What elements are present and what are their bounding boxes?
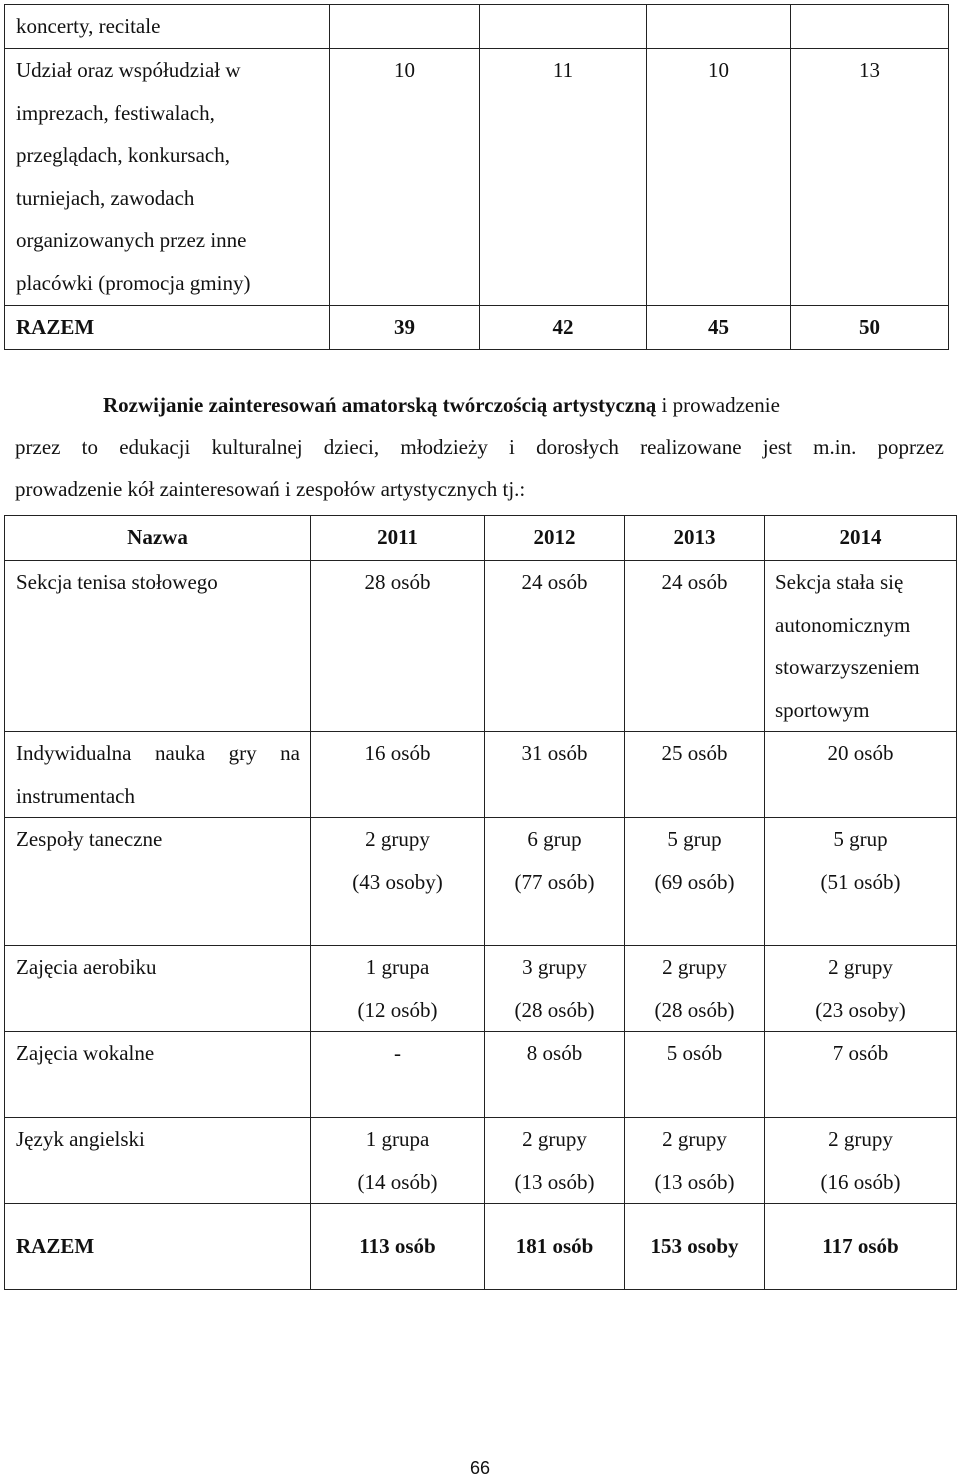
value-cell: 11	[480, 49, 647, 306]
value-cell: 5 grup (69 osób)	[625, 818, 765, 946]
table-row	[5, 561, 957, 732]
value-cell: Sekcja stała się autonomicznym stowarzyszeniem sportowym	[765, 561, 957, 732]
value-cell: 153 osoby	[625, 1204, 765, 1290]
column-header: Nazwa	[5, 516, 311, 561]
table-row	[5, 49, 949, 306]
table-row	[5, 946, 957, 1032]
table-row	[5, 1032, 957, 1118]
column-header: 2012	[485, 516, 625, 561]
value-cell: 5 grup (51 osób)	[765, 818, 957, 946]
intro-text: przez to edukacji kulturalnej dzieci, młodzieży i dorosłych realizowane jest m.in. poprzez	[15, 435, 944, 459]
table-row	[5, 1118, 957, 1204]
table-row-total	[5, 305, 949, 349]
table-row	[5, 818, 957, 946]
value-cell: 181 osób	[485, 1204, 625, 1290]
value-cell: 113 osób	[311, 1204, 485, 1290]
table-row-total	[5, 1204, 957, 1290]
value-cell: 3 grupy (28 osób)	[485, 946, 625, 1032]
value-cell: 2 grupy (23 osoby)	[765, 946, 957, 1032]
intro-bold-text: Rozwijanie zainteresowań amatorską twórczością artystyczną	[103, 393, 657, 417]
value-cell: 20 osób	[765, 732, 957, 818]
value-cell: 45	[647, 305, 791, 349]
column-header: 2013	[625, 516, 765, 561]
value-cell: 25 osób	[625, 732, 765, 818]
row-name: Indywidualna nauka gry na instrumentach	[5, 732, 311, 818]
value-cell: 42	[480, 305, 647, 349]
value-cell: 2 grupy (28 osób)	[625, 946, 765, 1032]
value-cell: 6 grup (77 osób)	[485, 818, 625, 946]
row-name: Zespoły taneczne	[5, 818, 311, 946]
value-cell: -	[311, 1032, 485, 1118]
value-cell: 2 grupy (43 osoby)	[311, 818, 485, 946]
row-name: Zajęcia aerobiku	[5, 946, 311, 1032]
intro-text: i prowadzenie	[656, 393, 780, 417]
value-cell: 50	[791, 305, 949, 349]
column-header: 2011	[311, 516, 485, 561]
page-number: 66	[469, 1458, 491, 1478]
row-name: Zajęcia wokalne	[5, 1032, 311, 1118]
value-cell: 16 osób	[311, 732, 485, 818]
intro-text: prowadzenie kół zainteresowań i zespołów artystycznych tj.:	[15, 477, 526, 501]
activities-table	[4, 515, 957, 1290]
value-cell: 24 osób	[485, 561, 625, 732]
summary-table-top	[4, 4, 949, 350]
value-cell: 117 osób	[765, 1204, 957, 1290]
value-cell: 1 grupa (12 osób)	[311, 946, 485, 1032]
value-cell: 8 osób	[485, 1032, 625, 1118]
value-cell: 2 grupy (13 osób)	[625, 1118, 765, 1204]
value-cell: 10	[330, 49, 480, 306]
value-cell: 10	[647, 49, 791, 306]
row-label: Udział oraz współudział w imprezach, festiwalach, przeglądach, konkursach, turniejach, zawodach organizowanych przez inne placówki (promocja gminy)	[5, 49, 330, 306]
intro-paragraph	[15, 384, 944, 510]
value-cell: 2 grupy (16 osób)	[765, 1118, 957, 1204]
value-cell: 1 grupa (14 osób)	[311, 1118, 485, 1204]
row-name: Język angielski	[5, 1118, 311, 1204]
row-name: Sekcja tenisa stołowego	[5, 561, 311, 732]
row-label: RAZEM	[5, 305, 330, 349]
value-cell: 39	[330, 305, 480, 349]
row-label: koncerty, recitale	[5, 5, 330, 49]
value-cell: 24 osób	[625, 561, 765, 732]
value-cell: 28 osób	[311, 561, 485, 732]
table-row	[5, 5, 949, 49]
row-name: RAZEM	[5, 1204, 311, 1290]
column-header: 2014	[765, 516, 957, 561]
value-cell: 7 osób	[765, 1032, 957, 1118]
value-cell: 2 grupy (13 osób)	[485, 1118, 625, 1204]
table-header-row	[5, 516, 957, 561]
table-row	[5, 732, 957, 818]
value-cell: 13	[791, 49, 949, 306]
value-cell: 31 osób	[485, 732, 625, 818]
value-cell: 5 osób	[625, 1032, 765, 1118]
